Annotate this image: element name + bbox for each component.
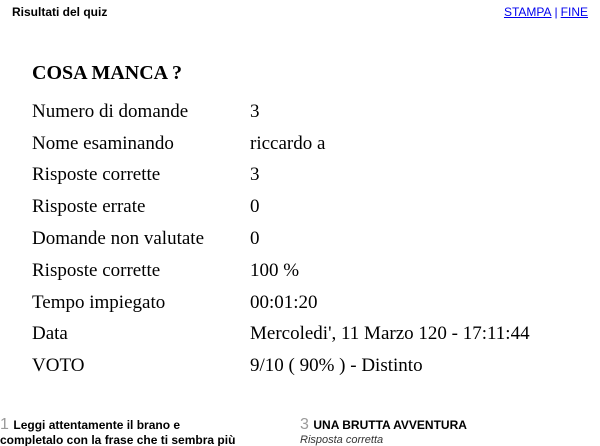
- quiz-title: COSA MANCA ?: [32, 62, 183, 84]
- result-label: Domande non valutate: [32, 228, 205, 250]
- question-number: 3: [300, 416, 309, 433]
- result-label: Nome esaminando: [32, 132, 174, 154]
- page-title: Risultati del quiz: [12, 5, 108, 19]
- question-title-line2: completalo con la frase che ti sembra più: [0, 433, 236, 446]
- result-label: Numero di domande: [32, 100, 189, 122]
- result-label: VOTO: [32, 355, 85, 377]
- result-row: [32, 350, 530, 382]
- result-value: 100 %: [250, 259, 300, 281]
- print-link[interactable]: STAMPA: [503, 5, 552, 19]
- result-label: Tempo impiegato: [32, 291, 166, 313]
- top-links: [504, 5, 588, 19]
- result-value: 3: [250, 100, 260, 122]
- result-row: [32, 255, 530, 287]
- result-row: [32, 287, 530, 319]
- result-row: [32, 223, 530, 255]
- result-value: riccardo a: [250, 132, 326, 154]
- question-number: 1: [0, 416, 9, 433]
- result-row: [32, 319, 530, 351]
- result-value: 00:01:20: [250, 291, 318, 313]
- result-value: 0: [250, 228, 260, 250]
- result-row: [32, 160, 530, 192]
- question-status: Risposta corretta: [300, 434, 384, 446]
- result-label: Risposte corrette: [32, 259, 161, 281]
- question-summary: [300, 416, 600, 446]
- result-label: Data: [32, 323, 68, 345]
- result-row: [32, 191, 530, 223]
- question-summaries: [0, 416, 600, 446]
- result-value: 0: [250, 196, 260, 218]
- result-row: [32, 128, 530, 160]
- end-link[interactable]: FINE: [560, 5, 588, 19]
- result-row: [32, 96, 530, 128]
- result-value: 9/10 ( 90% ) - Distinto: [250, 355, 423, 377]
- results-table: [32, 96, 530, 382]
- result-value: Mercoledi', 11 Marzo 120 - 17:11:44: [250, 323, 530, 345]
- result-label: Risposte corrette: [32, 164, 161, 186]
- top-bar: [0, 0, 600, 22]
- result-label: Risposte errate: [32, 196, 146, 218]
- question-summary: [0, 416, 300, 446]
- result-value: 3: [250, 164, 260, 186]
- question-title: Leggi attentamente il brano e: [13, 418, 181, 432]
- question-title: UNA BRUTTA AVVENTURA: [313, 418, 467, 432]
- link-separator: |: [554, 5, 558, 19]
